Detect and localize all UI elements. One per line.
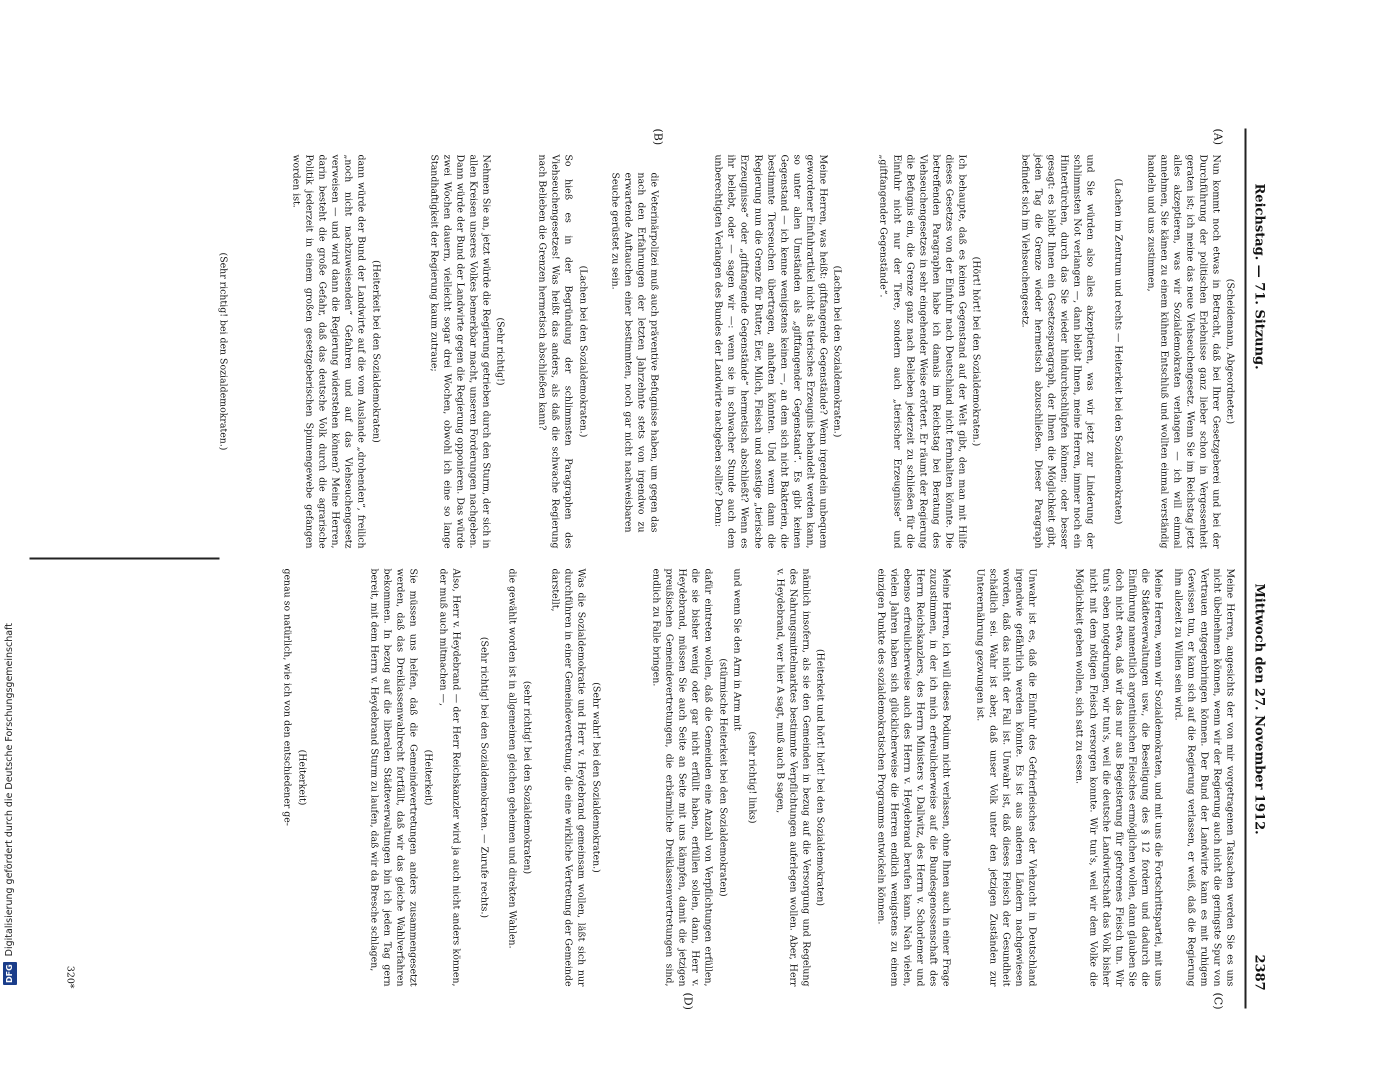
margin-marker-c: (C): [1211, 992, 1225, 1010]
paragraph: Sie müssen uns helfen, daß die Gemeindevertretungen anders zusammengesetzt werden, daß das Dreiklassenwahlrecht fortfällt, daß wir das gleiche Wahlverfahren bekommen. In bezug auf die liberalen Städteverwaltungen bin ich jeden Tag gern bereit, mit dem Herrn v. Heydebrand Sturm zu laufen, daß wir da Bresche schlagen,: [368, 568, 419, 987]
interjection: (Heiterkeit): [422, 749, 434, 806]
header-date: Mittwoch den 27. November 1912.: [1251, 583, 1267, 835]
interjection: (Heiterkeit): [296, 749, 308, 806]
interjection: (sehr richtig! links): [746, 731, 758, 824]
interjection: (Lachen im Zentrum und rechts — Heiterkeit bei den Sozialdemokraten): [1112, 178, 1124, 525]
margin-marker-d: (D): [681, 992, 695, 1010]
paragraph: genau so natürlich, wie ich von den entschiedener ge-: [281, 568, 293, 826]
digitization-notice: Digitalisierung gefördert durch die Deutsche Forschungsgemeinschaft: [4, 623, 15, 957]
paragraph: Meine Herren, angesichts der von mir vorgetragenen Tatsachen werden Sie es uns nicht übelnehmen können, wenn wir der Regierung auch nicht die geringste Spur von Vertrauen entgegenbringen können. Der Bund der Landwirte kann es mit ruhigem Gewissen tun, er kann sich auf die Regierung verlassen, er weiß, daß die Regierung ihm allezeit zu Willen sein wird.: [1172, 568, 1236, 987]
paragraph: dann würde der Bund der Landwirte auf die vom Auslande „drohenden“, freilich „noch nicht nachzuweisenden“ Gefahren und auf das Viehseuchengesetz verweisen — und wird dann die Regierung widerstehen können? Meine Herren, darin besteht die große Gefahr, daß das deutsche Volk durch die agrarische Politik jederzeit in einem großen gesetzgeberischen Spinnengewebe gefangen worden ist.: [290, 154, 367, 549]
interjection: (Sehr richtig! bei den Sozialdemokraten. — Zurufe rechts.): [478, 636, 490, 919]
interjection: (Hört! hört! bei den Sozialdemokraten.): [970, 256, 982, 447]
header-session: Reichstag. — 71. Sitzung.: [1251, 183, 1267, 370]
paragraph: nämlich insofern, als sie den Gemeinden in bezug auf die Versorgung und Regelung des Nahrungsmittelmarktes bestimmte Verpflichtungen auferlegen wollen. Aber, Herr v. Heydebrand, wer hier A sagt, muß auch B sagen,: [774, 568, 812, 987]
interjection: (sehr richtig! bei den Sozialdemokraten): [521, 680, 533, 875]
speaker-heading: (Scheidemann, Abgeordneter.): [1224, 278, 1236, 425]
paragraph: Meine Herren, wenn wir Sozialdemokraten, und mit uns die Fortschrittspartei, mit uns die Städteverwaltungen usw., die Beseitigung des § 12 fordern und dadurch die Einführung namentlich argentinischen Fleisches ermöglichen wollen, dann glauben Sie doch nicht etwa, daß wir das nur aus Begeisterung für gefrorenes Fleisch tun. Wir tun's eben notgedrungen, wir tun's, weil die deutsche Landwirtschaft das Volk bisher nicht mit dem nötigen Fleisch versorgen konnte. Wir tun's, weil wir dem Volke die Möglichkeit geben wollen, sich satt zu essen.: [1073, 568, 1164, 987]
interjection: (Sehr richtig! bei den Sozialdemokraten.): [217, 252, 229, 451]
paragraph: und Sie würden also alles akzeptieren, was wir jetzt zur Linderung der schlimmsten Not verlangen —, dann bleibt Ihnen, meine Herren, immer noch ein Hintertürchen, durch das Sie wieder hindurchschlüpfen können; oder besser gesagt: es bleibt Ihnen ein Gesetzesparagraph, der Ihnen die Möglichkeit gibt, jeden Tag die Grenze wieder hermetisch abzuschließen. Dieser Paragraph befindet sich im Viehseuchengesetz.: [1019, 154, 1096, 549]
interjection: (Sehr richtig!): [494, 317, 506, 386]
dfg-logo: DFG: [3, 962, 17, 985]
paragraph: Meine Herren, was heißt: giftfangende Gegenstände? Wenn irgendein unbequem gewordener Einfuhrartikel nicht als tierisches Erzeugnis behandelt werden kann, so unter allen Umständen als „giftfangender Gegenstand“. Es gibt keinen Gegenstand — ich kenne wenigstens keinen —, an dem sich nicht Bakterien, die bestimmte Tierseuchen übertragen, anhaften könnten. Und wenn dann die Regierung nun die Grenze für Butter, Eier, Milch, Fleisch und sonstige „tierische Erzeugnisse“ oder „giftfangende Gegenstände“ hermetisch abschließt? Wenn es ihr beliebt, oder — sagen wir —: wenn sie in schwacher Stunde auch dem unberechtigten Verlangen des Bundes der Landwirte nachgeben sollte? Denn:: [712, 154, 829, 549]
paragraph: Also, Herr v. Heydebrand — der Herr Reichskanzler wird ja auch nicht anders können, der muß auch mitmachen —,: [437, 568, 462, 987]
paragraph: Was die Sozialdemokratie und Herr v. Heydebrand gemeinsam wollen, läßt sich nur durchführen in einer Gemeindevertretung, die eine wirkliche Vertretung der Gemeinde darstellt,: [549, 568, 587, 987]
margin-marker-a: (A): [1211, 128, 1225, 146]
paragraph: Nun kommt noch etwas in Betracht, daß bei Ihrer Gesetzgeberei und bei der Durchführung der politischen Erlebnisse ganz lieber schon in Vergessenheit geraten ist; ich meine das neue Viehseuchengesetz. Wenn Sie im Reichstag jetzt alles akzeptieren, was wir Sozialdemokraten verlangen — ich will einmal annehmen, Sie kämen zu einem kühnen Entschluß und wollten einmal verständig handeln und uns zustimmen,: [1145, 154, 1222, 549]
paragraph: die gewählt worden ist in allgemeinen gleichen geheimen und direkten Wahlen.: [506, 568, 518, 949]
interjection: (Sehr wahr! bei den Sozialdemokraten.): [590, 682, 602, 873]
paragraph: dafür eintreten wollen, daß die Gemeinden eine Anzahl von Verpflichtungen erfüllen, die sie bisher wenig oder gar nicht erfüllt haben, erfüllen sollen, dann, Herr v. Heydebrand, müssen Sie auch Seite an Seite mit uns kämpfen, damit die jetzigen preußischen Gemeindevertretungen, die erbärmliche Dreiklassenvertretungen sind, endlich zu Falle bringen.: [650, 568, 714, 987]
quotation: die Veterinärpolizei muß auch präventive Befugnisse haben, um gegen das nach den Erfahrungen der letzten Jahrzehnte stets von irgendwo zu erwartende Auftauchen einer bestimmten, noch gar nicht nachweisbaren Seuche gerüstet zu sein.: [609, 172, 660, 533]
header-page-number: 2387: [1251, 954, 1267, 991]
rotated-scan-page: [0, 69, 1315, 1069]
sheet-signature: 320*: [64, 965, 76, 989]
digitization-strip: [0, 0, 20, 1000]
paragraph: Meine Herren, ich will dieses Podium nicht verlassen, ohne Ihnen auch in einer Frage zuzustimmen, in der ich mich erfreulicherweise auf die Bundesgenossenschaft des Herrn Reichskanzlers, des Herrn Ministers v. Dallwitz, des Herrn v. Schorlemer und ebenso erfreulicherweise auch des Herrn v. Heydebrand berufen kann. Nach vielen, vielen Jahren haben sich glücklicherweise die Herren endlich wenigstens zu einem einzigen Punkte des sozialdemokratischen Programms entwickeln können.: [875, 568, 952, 987]
paragraph: Ich behaupte, daß es keinen Gegenstand auf der Welt gibt, den man mit Hilfe dieses Gesetzes von der Einfuhr nach Deutschland nicht fernhalten könnte. Die betreffenden Paragraphen habe ich damals im Reichstag bei Beratung des Viehseuchengesetzes in sehr eingehender Weise erörtert. Er räumt der Regierung die Befugnis ein, die Grenze ganz nach Belieben jederzeit zu schließen für die Einfuhr nicht nur der Tiere, sondern auch „tierischer Erzeugnisse“ und „giftfangender Gegenstände“.: [877, 154, 968, 549]
digitization-notice-wrapper: [3, 0, 23, 985]
column-divider: [30, 558, 220, 560]
interjection: (Lachen bei den Sozialdemokraten.): [577, 265, 589, 438]
header-rule: [1245, 129, 1247, 1009]
interjection: (Lachen bei den Sozialdemokraten.): [831, 265, 843, 438]
interjection: (Heiterkeit bei den Sozialdemokraten): [370, 260, 382, 443]
interjection: (Heiterkeit und hört! hört! bei den Sozialdemokraten): [814, 648, 826, 907]
paragraph: und wenn Sie den Arm in Arm mit: [731, 568, 743, 731]
paragraph: So hieß es in der Begründung der schlimmsten Paragraphen des Viehseuchengesetzes! Was heißt das anders, als daß die schwache Regierung nach Belieben die Grenzen hermetisch abschließen kann?: [536, 154, 574, 549]
paragraph: Nehmen Sie an, jetzt würde die Regierung getrieben durch den Sturm, der sich in allen Kreisen unseres Volkes bemerkbar macht, unseren Forderungen nachgeben. Dann würde der Bund der Landwirte gegen die Regierung opponieren. Das würde zwei Wochen dauern, vielleicht sogar drei Wochen, obwohl ich eine so lange Standhaftigkeit der Regierung kaum zutraue;: [428, 154, 492, 549]
interjection: (stürmische Heiterkeit bei den Sozialdemokraten): [717, 658, 729, 897]
paragraph: Unwahr ist es, daß die Einfuhr des Gefrierfleisches der Viehzucht in Deutschland irgendwie gefährlich werden könnte. Es ist aus anderen Ländern nachgewiesen worden, daß das nicht der Fall ist. Unwahr ist, daß dieses Fleisch der Gesundheit schädlich sei. Wahr ist aber, daß unser Volk unter den jetzigen Zuständen zur Unterernährung gezwungen ist.: [974, 568, 1038, 987]
margin-marker-b: (B): [651, 128, 665, 146]
